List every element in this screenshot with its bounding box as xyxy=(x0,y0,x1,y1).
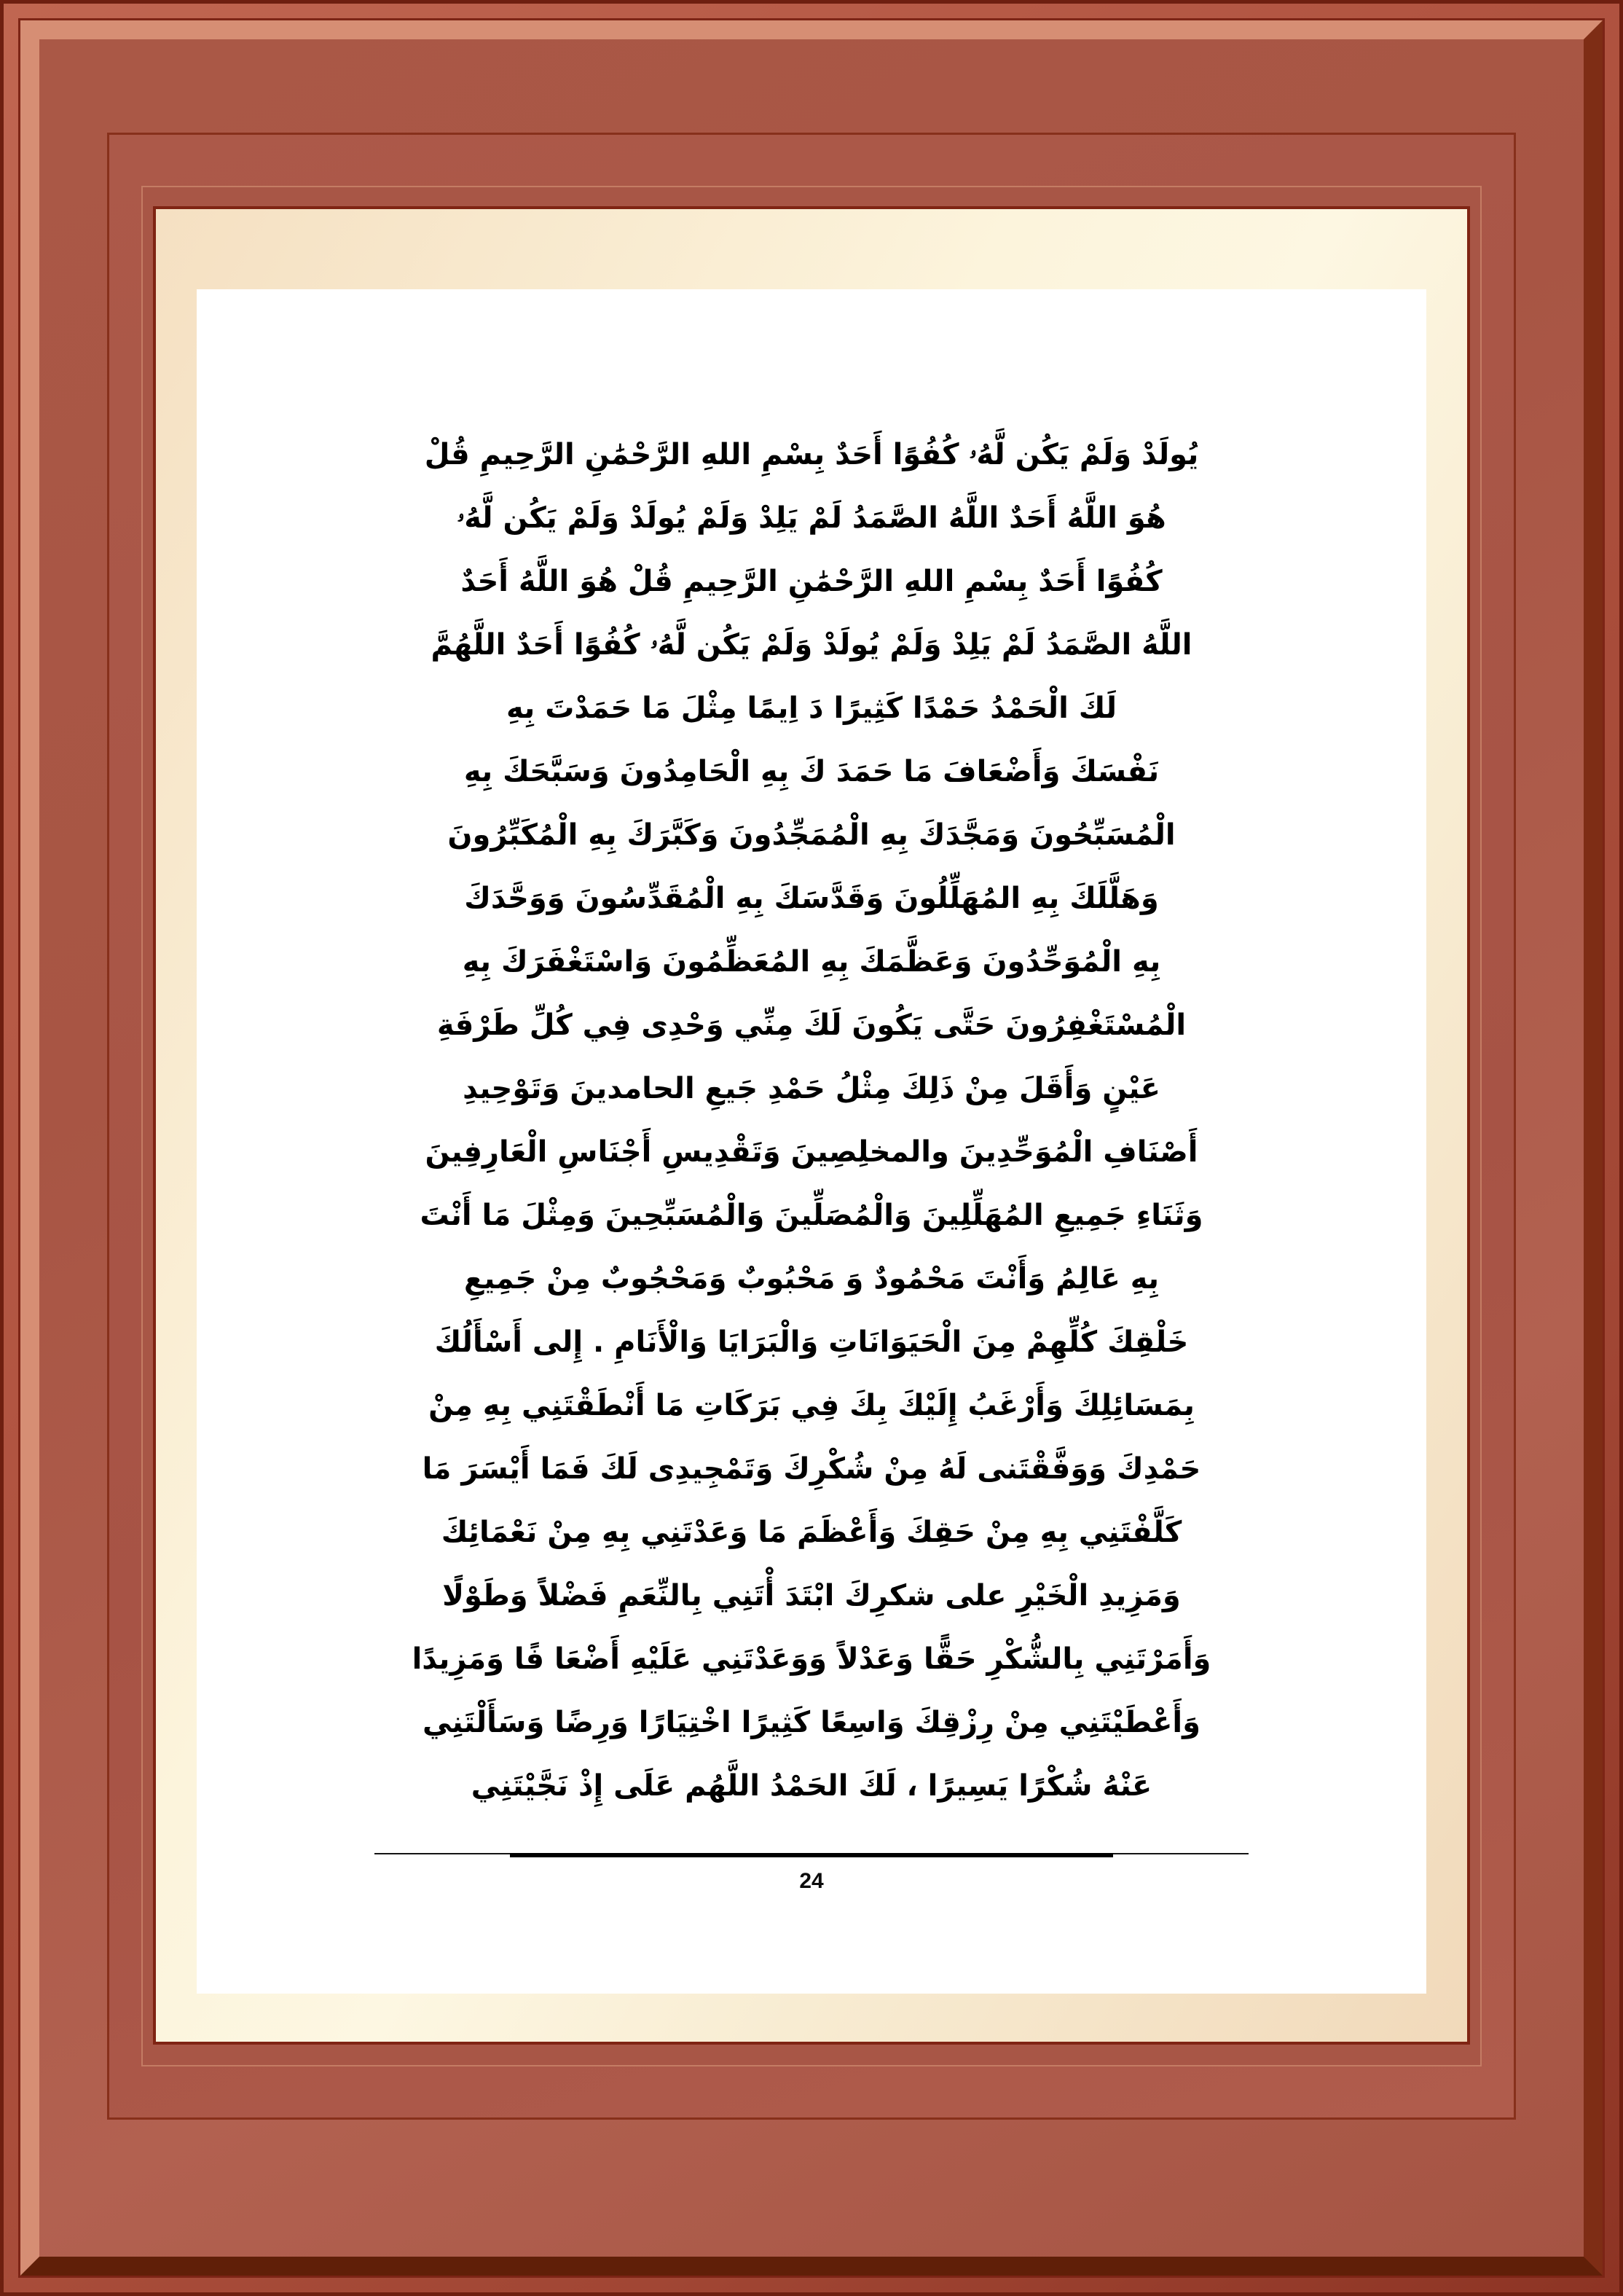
text-line: بِهِ الْمُوَحِّدُونَ وَعَظَّمَكَ بِهِ المُعَظِّمُونَ وَاسْتَغْفَرَكَ بِهِ xyxy=(462,945,1161,979)
frame-inner-red-band xyxy=(107,133,1516,2120)
text-line: بِهِ عَالِمُ وَأَنْتَ مَحْمُودٌ وَ مَحْبُوبٌ وَمَحْجُوبٌ مِنْ جَمِيعِ xyxy=(463,1262,1160,1296)
mat-board xyxy=(153,206,1470,2045)
text-line: وَهَلَّلَكَ بِهِ المُهَلِّلُونَ وَقَدَّسَكَ بِهِ الْمُقَدِّسُونَ وَوَحَّدَكَ xyxy=(464,882,1159,915)
text-line: اللَّهُ الصَّمَدُ لَمْ يَلِدْ وَلَمْ يُولَدْ وَلَمْ يَكُن لَّهُۥ كُفُوًا أَحَدٌ اللَّهُمَّ xyxy=(431,628,1192,662)
text-line: وَأَمَرْتَنِي بِالشُّكْرِ حَقًّا وَعَدْلاً وَوَعَدْتَنِي عَلَيْهِ أَضْعَا فًا وَمَزِيدًا xyxy=(412,1642,1211,1676)
text-line: عَيْنٍ وَأَقَلَ مِنْ ذَلِكَ مِثْلُ حَمْدِ جَيعِ الحامدينَ وَتَوْحِيدِ xyxy=(463,1072,1160,1105)
text-line: هُوَ اللَّهُ أَحَدٌ اللَّهُ الصَّمَدُ لَمْ يَلِدْ وَلَمْ يُولَدْ وَلَمْ يَكُن لَّهُۥ xyxy=(457,501,1166,535)
text-line: يُولَدْ وَلَمْ يَكُن لَّهُۥ كُفُوًا أَحَدٌ بِسْمِ اللهِ الرَّحْمَٰنِ الرَّحِيمِ قُلْ xyxy=(424,438,1199,471)
text-line: كَلَّفْتَنِي بِهِ مِنْ حَقِكَ وَأَعْظَمَ مَا وَعَدْتَنِي بِهِ مِنْ نَعْمَائِكَ xyxy=(441,1516,1182,1549)
text-line: الْمُسْتَغْفِرُونَ حَتَّى يَكُونَ لَكَ مِنِّي وَحْدِى فِي كُلِّ طَرْفَةِ xyxy=(436,1008,1187,1042)
text-line: نَفْسَكَ وَأَضْعَافَ مَا حَمَدَ كَ بِهِ الْحَامِدُونَ وَسَبَّحَكَ بِهِ xyxy=(463,755,1160,788)
text-line: أَصْنَافِ الْمُوَحِّدِينَ والمخلِصِينَ وَتَقْدِيسِ أَجْنَاسِ الْعَارِفِينَ xyxy=(425,1135,1198,1169)
arabic-text-block xyxy=(242,423,1381,1818)
document-page xyxy=(197,289,1426,1994)
text-line: الْمُسَبِّحُونَ وَمَجَّدَكَ بِهِ الْمُمَجِّدُونَ وَكَبَّرَكَ بِهِ الْمُكَبِّرُونَ xyxy=(447,818,1176,852)
text-line: عَنْهُ شُكْرًا يَسِيرًا ، لَكَ الحَمْدُ اللَّهُم عَلَى إِذْ نَجَّيْتَنِي xyxy=(471,1769,1152,1803)
text-line: بِمَسَائِلِكَ وَأَرْغَبُ إِلَيْكَ بِكَ فِي بَرَكَاتِ مَا أَنْطَقْتَنِي بِهِ مِنْ xyxy=(428,1389,1195,1422)
page-footer xyxy=(374,1853,1249,1894)
text-line: حَمْدِكَ وَوَفَّقْتَنى لَهُ مِنْ شُكْرِكَ وَتَمْجِيدِى لَكَ فَمَا أَيْسَرَ مَا xyxy=(422,1452,1201,1486)
text-line: كُفُوًا أَحَدٌ بِسْمِ اللهِ الرَّحْمَٰنِ الرَّحِيمِ قُلْ هُوَ اللَّهُ أَحَدٌ xyxy=(460,565,1163,598)
text-line: خَلْقِكَ كُلِّهِمْ مِنَ الْحَيَوَانَاتِ وَالْبَرَايَا وَالْأَنَامِ . إِلى أَسْأَلُكَ xyxy=(434,1325,1189,1359)
text-line: وَثَنَاءِ جَمِيعِ المُهَلِّلِينَ وَالْمُصَلِّينَ وَالْمُسَبِّحِينَ وَمِثْلَ مَا أَنْتَ xyxy=(420,1199,1203,1232)
footer-rule xyxy=(374,1853,1249,1858)
page-number: 24 xyxy=(799,1869,824,1893)
text-line: وَمَزِيدِ الْخَيْرِ على شكرِكَ ابْتَدَ أْتَنِي بِالنِّعَمِ فَضْلاً وَطَوْلًا xyxy=(442,1579,1181,1613)
text-line: لَكَ الْحَمْدُ حَمْدًا كَثِيرًا دَ اِيمًا مِثْلَ مَا حَمَدْتَ بِهِ xyxy=(506,691,1117,725)
frame-innermost-band xyxy=(141,186,1482,2066)
frame-main-terracotta-band xyxy=(20,20,1603,2276)
footer-rule-thick-segment xyxy=(510,1853,1113,1857)
text-line: وَأَعْطَيْتَنِي مِنْ رِزْقِكَ وَاسِعًا كَثِيرًا اخْتِيَارًا وَرِضًا وَسَأَلْتَنِي xyxy=(423,1706,1200,1739)
